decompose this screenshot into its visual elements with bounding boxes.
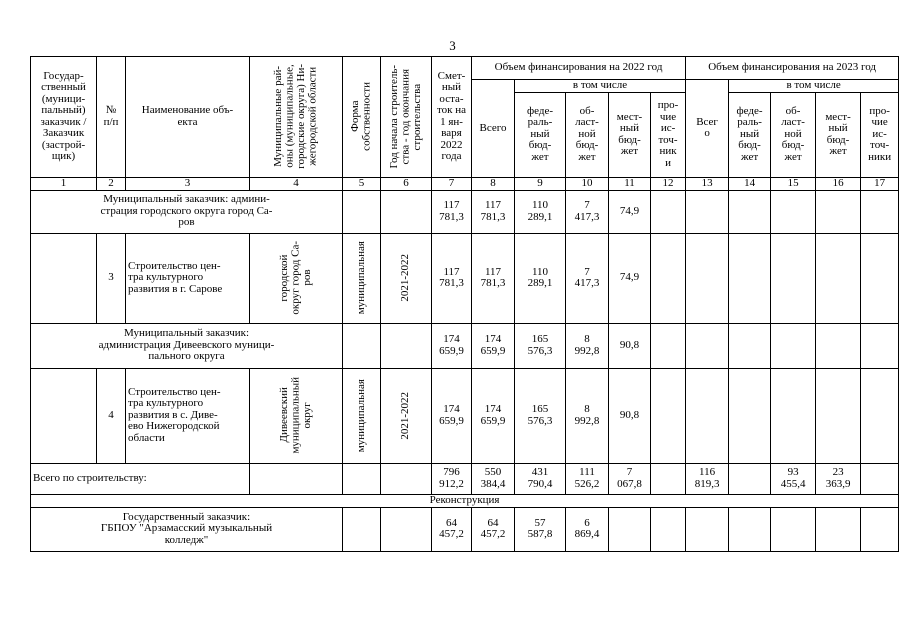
district-cell: городской округ город Са- ров bbox=[250, 233, 343, 323]
header-estimate: Смет- ный оста- ток на 1 ян- варя 2022 года bbox=[432, 57, 472, 178]
header-fin-2022: Объем финансирования на 2022 год bbox=[472, 57, 686, 80]
estimate-cell: 796 912,2 bbox=[432, 463, 472, 494]
customer-cell: Муниципальный заказчик: админи- страция городского округа город Са- ров bbox=[31, 190, 343, 233]
header-incl-2022: в том числе bbox=[515, 80, 686, 93]
col-number: 15 bbox=[771, 177, 816, 190]
col-number: 14 bbox=[729, 177, 771, 190]
total-label-cell: Всего по строительству: bbox=[31, 463, 250, 494]
header-incl-2023: в том числе bbox=[729, 80, 899, 93]
years-cell: 2021-2022 bbox=[381, 368, 432, 463]
local-2022-cell: 74,9 bbox=[609, 190, 651, 233]
table-row bbox=[31, 323, 899, 368]
col-number: 11 bbox=[609, 177, 651, 190]
col-number: 3 bbox=[126, 177, 250, 190]
col-number: 9 bbox=[515, 177, 566, 190]
total-2022-cell: 550 384,4 bbox=[472, 463, 515, 494]
regional-2022-cell: 8 992,8 bbox=[566, 368, 609, 463]
regional-2022-cell: 111 526,2 bbox=[566, 463, 609, 494]
header-local-2022: мест- ный бюд- жет bbox=[609, 92, 651, 177]
local-2022-cell: 90,8 bbox=[609, 323, 651, 368]
table-row bbox=[31, 233, 899, 323]
federal-2022-cell: 431 790,4 bbox=[515, 463, 566, 494]
column-numbers-row bbox=[31, 177, 899, 190]
header-federal-2023: феде- раль- ный бюд- жет bbox=[729, 92, 771, 177]
table-row bbox=[31, 190, 899, 233]
total-2022-cell: 174 659,9 bbox=[472, 368, 515, 463]
header-local-2023: мест- ный бюд- жет bbox=[816, 92, 861, 177]
local-2022-cell: 7 067,8 bbox=[609, 463, 651, 494]
col-number: 4 bbox=[250, 177, 343, 190]
federal-2022-cell: 165 576,3 bbox=[515, 323, 566, 368]
col-number: 2 bbox=[97, 177, 126, 190]
local-2022-cell: 90,8 bbox=[609, 368, 651, 463]
col-number: 10 bbox=[566, 177, 609, 190]
estimate-cell: 64 457,2 bbox=[432, 507, 472, 551]
header-name: Наименование объ- екта bbox=[126, 57, 250, 178]
table-row bbox=[31, 368, 899, 463]
budget-table bbox=[30, 56, 899, 552]
local-2023-cell: 23 363,9 bbox=[816, 463, 861, 494]
header-total-2023: Всег о bbox=[686, 80, 729, 178]
col-number: 5 bbox=[343, 177, 381, 190]
regional-2023-cell: 93 455,4 bbox=[771, 463, 816, 494]
table-row bbox=[31, 463, 899, 494]
page-number: 3 bbox=[449, 38, 456, 53]
col-number: 12 bbox=[651, 177, 686, 190]
header-regional-2022: об- ласт- ной бюд- жет bbox=[566, 92, 609, 177]
district-cell: Дивеевский муниципальный округ bbox=[250, 368, 343, 463]
object-name-cell: Строительство цен- тра культурного развития в г. Сарове bbox=[126, 233, 250, 323]
estimate-cell: 117 781,3 bbox=[432, 233, 472, 323]
regional-2022-cell: 7 417,3 bbox=[566, 190, 609, 233]
row-number-cell: 4 bbox=[97, 368, 126, 463]
col-number: 7 bbox=[432, 177, 472, 190]
regional-2022-cell: 6 869,4 bbox=[566, 507, 609, 551]
estimate-cell: 117 781,3 bbox=[432, 190, 472, 233]
total-2022-cell: 117 781,3 bbox=[472, 190, 515, 233]
total-2022-cell: 64 457,2 bbox=[472, 507, 515, 551]
header-years: Год начала строитель- ства - год окончания строительства bbox=[381, 57, 432, 178]
col-number: 17 bbox=[861, 177, 899, 190]
section-row bbox=[31, 494, 899, 507]
header-total-2022: Всего bbox=[472, 80, 515, 178]
regional-2022-cell: 8 992,8 bbox=[566, 323, 609, 368]
ownership-cell: муниципальная bbox=[343, 368, 381, 463]
object-name-cell: Строительство цен- тра культурного развития в с. Диве- ево Нижегородской области bbox=[126, 368, 250, 463]
section-reconstruction: Реконструкция bbox=[31, 494, 899, 507]
col-number: 6 bbox=[381, 177, 432, 190]
years-cell: 2021-2022 bbox=[381, 233, 432, 323]
estimate-cell: 174 659,9 bbox=[432, 323, 472, 368]
header-num: № п/п bbox=[97, 57, 126, 178]
federal-2022-cell: 165 576,3 bbox=[515, 368, 566, 463]
regional-2022-cell: 7 417,3 bbox=[566, 233, 609, 323]
federal-2022-cell: 57 587,8 bbox=[515, 507, 566, 551]
col-number: 13 bbox=[686, 177, 729, 190]
header-district: Муниципальные рай- оны (муниципальные, городские округа) Ни- жегородской области bbox=[250, 57, 343, 178]
col-number: 16 bbox=[816, 177, 861, 190]
col-number: 8 bbox=[472, 177, 515, 190]
header-other-2023: про- чие ис- точ- ники bbox=[861, 92, 899, 177]
header-fin-2023: Объем финансирования на 2023 год bbox=[686, 57, 899, 80]
header-customer: Государ- ственный (муници- пальный) заказчик / Заказчик (застрой- щик) bbox=[31, 57, 97, 178]
total-2022-cell: 174 659,9 bbox=[472, 323, 515, 368]
header-regional-2023: об- ласт- ной бюд- жет bbox=[771, 92, 816, 177]
ownership-cell: муниципальная bbox=[343, 233, 381, 323]
customer-cell: Муниципальный заказчик: администрация Дивеевского муници- пального округа bbox=[31, 323, 343, 368]
estimate-cell: 174 659,9 bbox=[432, 368, 472, 463]
header-row bbox=[31, 57, 899, 80]
row-number-cell: 3 bbox=[97, 233, 126, 323]
total-2022-cell: 117 781,3 bbox=[472, 233, 515, 323]
header-other-2022: про- чие ис- точ- ник и bbox=[651, 92, 686, 177]
federal-2022-cell: 110 289,1 bbox=[515, 233, 566, 323]
customer-cell: Государственный заказчик: ГБПОУ "Арзамасский музыкальный колледж" bbox=[31, 507, 343, 551]
col-number: 1 bbox=[31, 177, 97, 190]
local-2022-cell: 74,9 bbox=[609, 233, 651, 323]
header-federal-2022: феде- раль- ный бюд- жет bbox=[515, 92, 566, 177]
header-ownership: Форма собственности bbox=[343, 57, 381, 178]
table-row bbox=[31, 507, 899, 551]
total-2023-cell: 116 819,3 bbox=[686, 463, 729, 494]
federal-2022-cell: 110 289,1 bbox=[515, 190, 566, 233]
